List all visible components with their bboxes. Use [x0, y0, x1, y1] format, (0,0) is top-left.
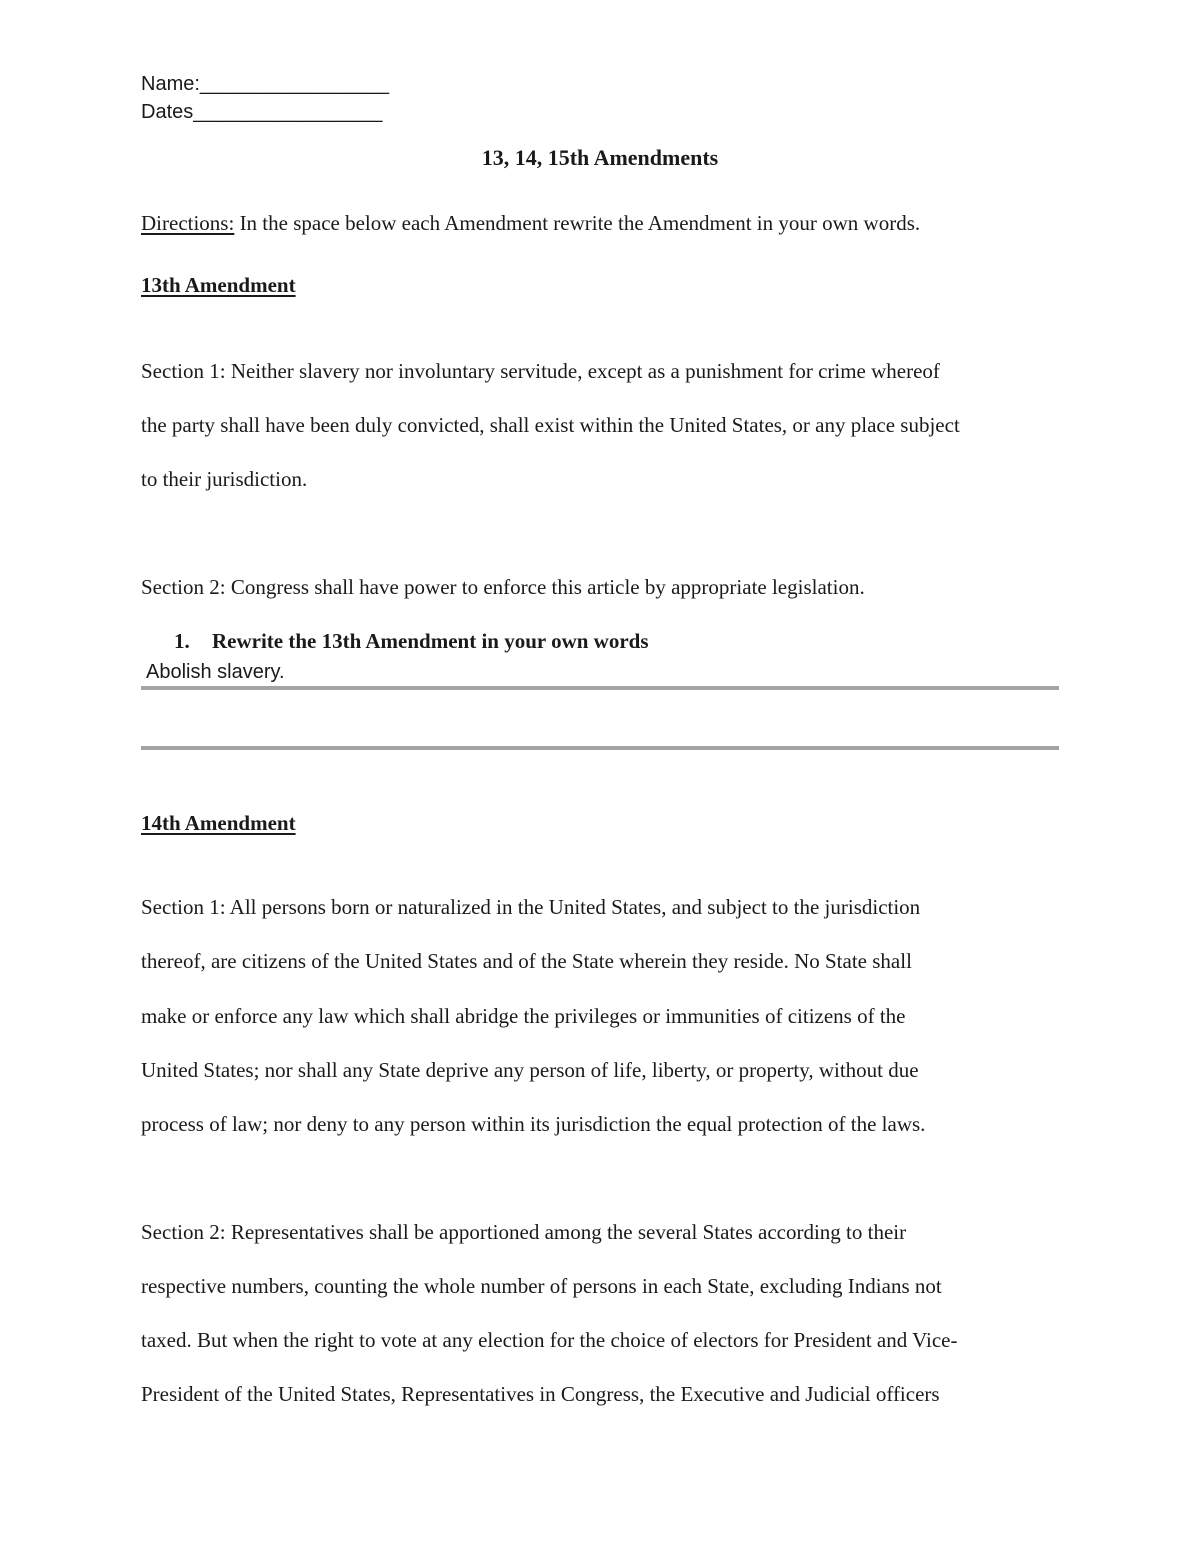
- answer-rule: [141, 746, 1059, 750]
- page-title: 13, 14, 15th Amendments: [481, 145, 719, 170]
- amendment-14-section-1-line: thereof, are citizens of the United States and of the State wherein they reside. No State shall: [141, 949, 912, 973]
- amendment-13-section-1-line: to their jurisdiction.: [141, 467, 308, 491]
- amendment-14-section-2-line: taxed. But when the right to vote at any election for the choice of electors for President and Vice-: [141, 1328, 958, 1352]
- question-1-number: 1.: [174, 629, 190, 653]
- amendment-14-section-1-line: process of law; nor deny to any person within its jurisdiction the equal protection of the laws.: [141, 1112, 926, 1136]
- amendment-14-section-1-line: make or enforce any law which shall abridge the privileges or immunities of citizens of the: [141, 1004, 906, 1028]
- amendment-13-section-1-line: Section 1: Neither slavery nor involuntary servitude, except as a punishment for crime whereof: [141, 359, 940, 383]
- amendment-14-section-2-line: President of the United States, Representatives in Congress, the Executive and Judicial officers: [141, 1382, 940, 1406]
- amendment-14-section-2-line: Section 2: Representatives shall be apportioned among the several States according to their: [141, 1220, 907, 1244]
- directions-label: Directions:: [141, 211, 235, 235]
- name-field[interactable]: Name:_________________: [141, 73, 389, 95]
- amendment-13-section-2: Section 2: Congress shall have power to enforce this article by appropriate legislation.: [141, 575, 865, 599]
- dates-field[interactable]: Dates_________________: [141, 101, 383, 123]
- answer-rule: [141, 686, 1059, 690]
- amendment-14-section-1-line: United States; nor shall any State deprive any person of life, liberty, or property, without due: [141, 1058, 919, 1082]
- directions-text: In the space below each Amendment rewrite the Amendment in your own words.: [234, 211, 921, 235]
- amendment-14-section-2-line: respective numbers, counting the whole number of persons in each State, excluding Indians not: [141, 1274, 942, 1298]
- amendment-14-section-1-line: Section 1: All persons born or naturalized in the United States, and subject to the jurisdiction: [141, 895, 921, 919]
- amendment-14-heading: 14th Amendment: [141, 811, 296, 835]
- amendment-13-section-1-line: the party shall have been duly convicted, shall exist within the United States, or any place subject: [141, 413, 960, 437]
- question-1-text: Rewrite the 13th Amendment in your own words: [212, 629, 649, 653]
- amendment-13-heading: 13th Amendment: [141, 273, 296, 297]
- directions: [141, 211, 920, 235]
- question-1-answer[interactable]: Abolish slavery.: [146, 661, 285, 683]
